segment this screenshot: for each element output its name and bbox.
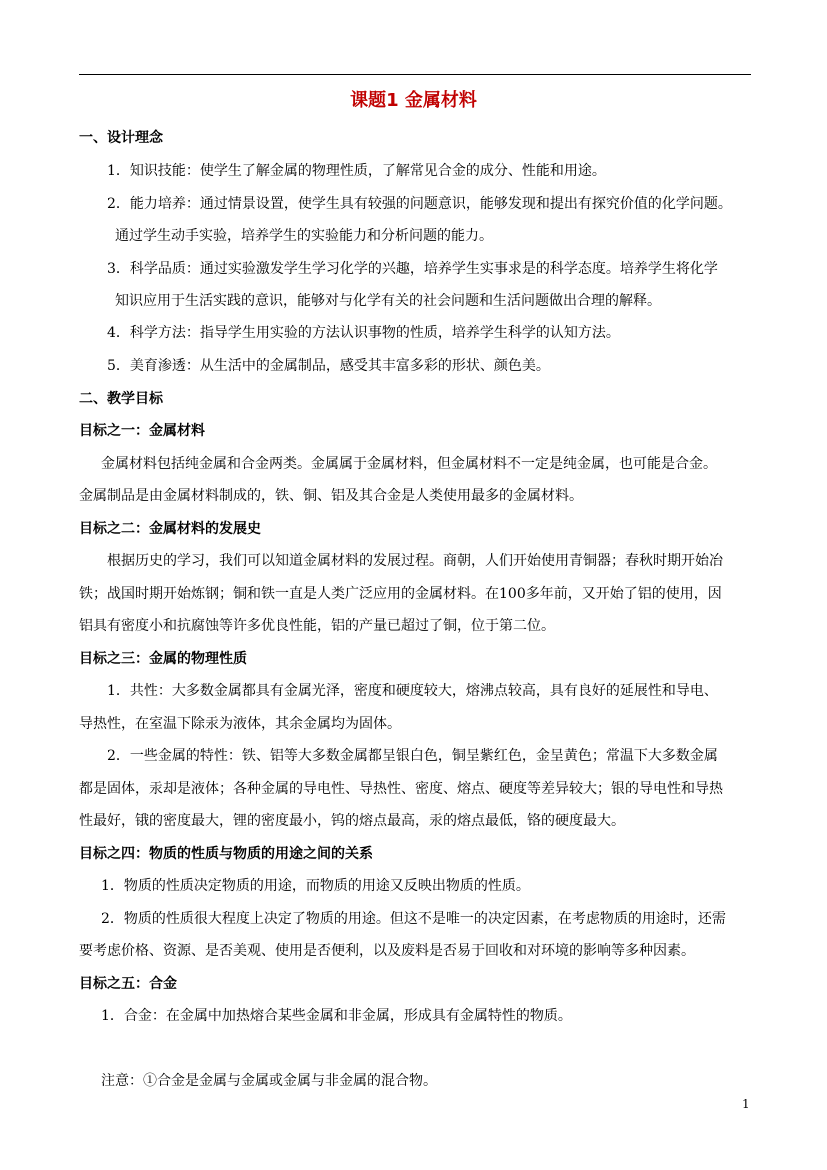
goal-heading-4: 目标之四：物质的性质与物质的用途之间的关系	[79, 846, 373, 862]
paragraph-line: 1．知识技能：使学生了解金属的物理性质，了解常见合金的成分、性能和用途。	[107, 163, 606, 179]
page-number: 1	[742, 1097, 750, 1111]
header-rule	[79, 74, 751, 75]
paragraph-line: 铝具有密度小和抗腐蚀等许多优良性能，铝的产量已超过了铜，位于第二位。	[79, 618, 555, 634]
goal-heading-1: 目标之一：金属材料	[79, 423, 205, 439]
paragraph-line: 性最好，锇的密度最大，锂的密度最小，钨的熔点最高，汞的熔点最低，铬的硬度最大。	[79, 813, 625, 829]
paragraph-line: 根据历史的学习，我们可以知道金属材料的发展过程。商朝，人们开始使用青铜器；春秋时期开始冶	[107, 553, 723, 569]
paragraph-line: 2．能力培养：通过情景设置，使学生具有较强的问题意识，能够发现和提出有探究价值的化学问题。	[107, 196, 732, 212]
paragraph-line: 2．一些金属的特性：铁、铝等大多数金属都呈银白色，铜呈紫红色，金呈黄色；常温下大多数金属	[107, 748, 718, 764]
goal-heading-2: 目标之二：金属材料的发展史	[79, 521, 261, 537]
paragraph-line: 要考虑价格、资源、是否美观、使用是否便利，以及废料是否易于回收和对环境的影响等多种因素。	[79, 943, 695, 959]
paragraph-line: 知识应用于生活实践的意识，能够对与化学有关的社会问题和生活问题做出合理的解释。	[115, 293, 661, 309]
paragraph-line: 导热性，在室温下除汞为液体，其余金属均为固体。	[79, 716, 401, 732]
paragraph-line: 5．美育渗透：从生活中的金属制品，感受其丰富多彩的形状、颜色美。	[107, 358, 550, 374]
paragraph-line: 通过学生动手实验，培养学生的实验能力和分析问题的能力。	[115, 228, 493, 244]
goal-heading-5: 目标之五：合金	[79, 976, 177, 992]
paragraph-line: 1．物质的性质决定物质的用途，而物质的用途又反映出物质的性质。	[101, 878, 530, 894]
paragraph-line: 2．物质的性质很大程度上决定了物质的用途。但这不是唯一的决定因素，在考虑物质的用途时，还需	[101, 911, 726, 927]
paragraph-line: 1．合金：在金属中加热熔合某些金属和非金属，形成具有金属特性的物质。	[101, 1008, 572, 1024]
paragraph-line: 4．科学方法：指导学生用实验的方法认识事物的性质，培养学生科学的认知方法。	[107, 325, 620, 341]
goal-heading-3: 目标之三：金属的物理性质	[79, 651, 247, 667]
paragraph-line: 都是固体，汞却是液体；各种金属的导电性、导热性、密度、熔点、硬度等差异较大；银的导电性和导热	[79, 781, 723, 797]
note-line: 注意：①合金是金属与金属或金属与非金属的混合物。	[101, 1073, 437, 1089]
section-heading-design: 一、设计理念	[79, 130, 163, 146]
paragraph-line: 金属材料包括纯金属和合金两类。金属属于金属材料，但金属材料不一定是纯金属，也可能是合金。	[101, 456, 717, 472]
paragraph-line: 1．共性：大多数金属都具有金属光泽，密度和硬度较大，熔沸点较高，具有良好的延展性和导电、	[107, 683, 718, 699]
paragraph-line: 金属制品是由金属材料制成的，铁、铜、铝及其合金是人类使用最多的金属材料。	[79, 488, 583, 504]
paragraph-line: 3．科学品质：通过实验激发学生学习化学的兴趣，培养学生实事求是的科学态度。培养学生将化学	[107, 261, 718, 277]
paragraph-line: 铁；战国时期开始炼钢；铜和铁一直是人类广泛应用的金属材料。在100多年前，又开始了铝的使用，因	[79, 586, 722, 602]
page-title: 课题1 金属材料	[350, 90, 477, 111]
section-heading-goals: 二、教学目标	[79, 391, 163, 407]
